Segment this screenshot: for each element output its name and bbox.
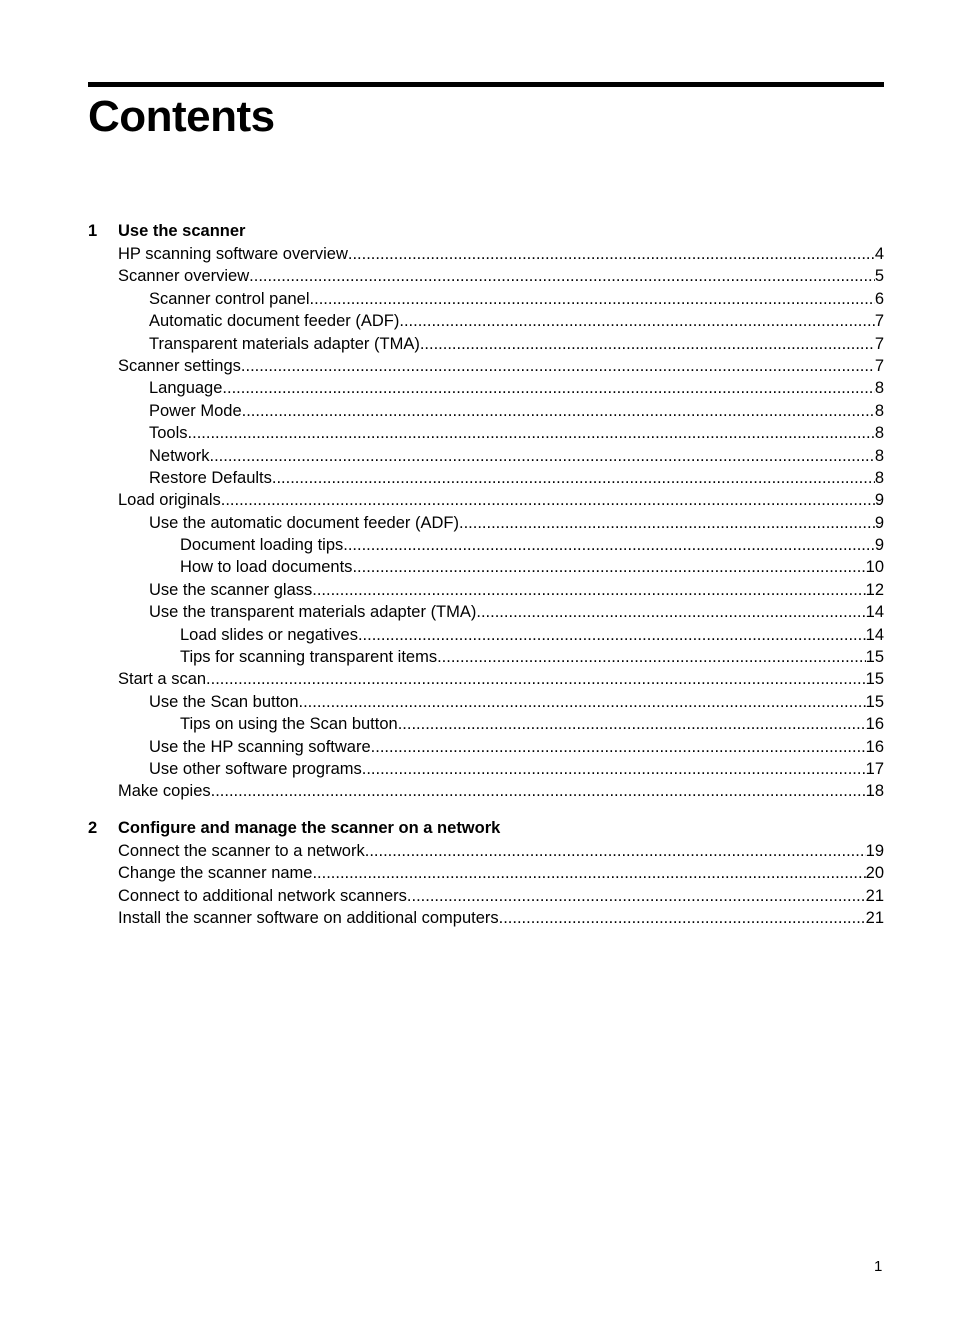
toc-entry[interactable] bbox=[88, 624, 884, 646]
toc-entry-page: 15 bbox=[865, 648, 884, 667]
toc-entry-page: 8 bbox=[874, 424, 884, 443]
toc-entry-page: 8 bbox=[874, 401, 884, 420]
dot-leader bbox=[352, 556, 865, 578]
toc-entry-page: 15 bbox=[865, 692, 884, 711]
toc-entry[interactable] bbox=[88, 840, 884, 862]
toc-entry[interactable] bbox=[88, 288, 884, 310]
toc-entry-title: Scanner settings bbox=[118, 356, 241, 375]
toc-entry-title: Change the scanner name bbox=[118, 864, 313, 883]
dot-leader bbox=[249, 265, 875, 287]
toc-entry-page: 12 bbox=[865, 580, 884, 599]
dot-leader bbox=[371, 736, 866, 758]
toc-entry-page: 15 bbox=[865, 670, 884, 689]
dot-leader bbox=[242, 400, 875, 422]
dot-leader bbox=[399, 310, 874, 332]
toc-entry[interactable] bbox=[88, 862, 884, 884]
toc-entry-page: 19 bbox=[865, 841, 884, 860]
toc-entry-page: 8 bbox=[874, 379, 884, 398]
title-rule bbox=[88, 82, 884, 87]
dot-leader bbox=[312, 862, 865, 884]
toc-entry[interactable] bbox=[88, 310, 884, 332]
toc-entry-page: 9 bbox=[874, 491, 884, 510]
toc-entry-title: Language bbox=[149, 379, 223, 398]
dot-leader bbox=[348, 243, 875, 265]
toc-entry-page: 7 bbox=[874, 356, 884, 375]
toc-entry[interactable] bbox=[88, 445, 884, 467]
toc-entry-title: HP scanning software overview bbox=[118, 245, 348, 263]
toc-entry-page: 16 bbox=[865, 715, 884, 734]
dot-leader bbox=[362, 758, 866, 780]
toc-entry-title: Scanner overview bbox=[118, 267, 250, 286]
dot-leader bbox=[407, 885, 866, 907]
toc-entry-page: 8 bbox=[874, 468, 884, 487]
chapter-title: Use the scanner bbox=[118, 222, 246, 240]
toc-entry-page: 14 bbox=[865, 625, 884, 644]
dot-leader bbox=[210, 445, 875, 467]
toc-entry[interactable] bbox=[88, 355, 884, 377]
toc-entry-page: 21 bbox=[865, 886, 884, 905]
toc-entry[interactable] bbox=[88, 691, 884, 713]
chapter-heading[interactable] bbox=[88, 817, 884, 840]
dot-leader bbox=[310, 288, 875, 310]
dot-leader bbox=[188, 422, 875, 444]
toc-entry-title: Start a scan bbox=[118, 670, 207, 689]
toc-entry-title: Power Mode bbox=[149, 401, 242, 420]
chapter-heading[interactable] bbox=[88, 220, 884, 243]
dot-leader bbox=[272, 467, 875, 489]
toc-entry-title: Load originals bbox=[118, 491, 221, 510]
toc-entry[interactable] bbox=[88, 758, 884, 780]
dot-leader bbox=[241, 355, 875, 377]
toc-entry-title: Automatic document feeder (ADF) bbox=[149, 312, 400, 331]
page-title: Contents bbox=[88, 92, 275, 141]
toc-entry[interactable] bbox=[88, 534, 884, 556]
toc-entry[interactable] bbox=[88, 885, 884, 907]
toc-entry[interactable] bbox=[88, 713, 884, 735]
dot-leader bbox=[222, 377, 874, 399]
toc-entry[interactable] bbox=[88, 579, 884, 601]
dot-leader bbox=[365, 840, 866, 862]
chapter-number: 1 bbox=[88, 222, 98, 240]
toc-entry[interactable] bbox=[88, 243, 884, 265]
toc-entry[interactable] bbox=[88, 422, 884, 444]
toc-entry-title: Restore Defaults bbox=[149, 468, 272, 487]
toc-entry-page: 10 bbox=[865, 558, 884, 577]
dot-leader bbox=[211, 780, 866, 802]
toc-entry-page: 17 bbox=[865, 759, 884, 778]
toc-entry-page: 5 bbox=[874, 267, 884, 286]
dot-leader bbox=[499, 907, 866, 929]
toc-entry-title: Network bbox=[149, 446, 210, 465]
toc-entry[interactable] bbox=[88, 601, 884, 623]
dot-leader bbox=[358, 624, 866, 646]
toc-entry[interactable] bbox=[88, 489, 884, 511]
page-number: 1 bbox=[874, 1258, 883, 1275]
dot-leader bbox=[398, 713, 866, 735]
toc-entry-title: Make copies bbox=[118, 782, 211, 801]
dot-leader bbox=[312, 579, 865, 601]
toc-entry-page: 4 bbox=[874, 245, 884, 263]
toc-entry-page: 20 bbox=[865, 864, 884, 883]
toc-entry-title: Tips for scanning transparent items bbox=[180, 648, 438, 667]
toc-entry-title: Document loading tips bbox=[180, 536, 344, 555]
toc-entry[interactable] bbox=[88, 780, 884, 802]
toc-entry-title: Connect the scanner to a network bbox=[118, 841, 365, 860]
toc-entry[interactable] bbox=[88, 556, 884, 578]
toc-entry[interactable] bbox=[88, 265, 884, 287]
toc-entry-title: Tools bbox=[149, 424, 188, 443]
toc-entry-title: Use the HP scanning software bbox=[149, 737, 371, 756]
toc-entry[interactable] bbox=[88, 646, 884, 668]
toc-entry[interactable] bbox=[88, 400, 884, 422]
toc-entry-page: 9 bbox=[874, 536, 884, 555]
toc-entry-title: Use the scanner glass bbox=[149, 580, 313, 599]
toc-entry-title: Transparent materials adapter (TMA) bbox=[149, 334, 420, 353]
toc-entry-title: Use the Scan button bbox=[149, 692, 299, 711]
toc-entry-page: 14 bbox=[865, 603, 884, 622]
toc-entry-title: Use the transparent materials adapter (TMA) bbox=[149, 603, 477, 622]
chapter-number: 2 bbox=[88, 818, 98, 837]
toc-entry-page: 7 bbox=[874, 334, 884, 353]
toc-entry[interactable] bbox=[88, 736, 884, 758]
toc-entry-title: Scanner control panel bbox=[149, 289, 310, 308]
toc-entry[interactable] bbox=[88, 377, 884, 399]
toc-entry[interactable] bbox=[88, 668, 884, 690]
toc-entry-title: Load slides or negatives bbox=[180, 625, 358, 644]
table-of-contents bbox=[88, 220, 884, 929]
dot-leader bbox=[221, 489, 875, 511]
toc-entry[interactable] bbox=[88, 907, 884, 929]
chapter-gap bbox=[88, 803, 884, 817]
chapter-title: Configure and manage the scanner on a network bbox=[118, 818, 501, 837]
dot-leader bbox=[299, 691, 866, 713]
toc-entry-title: Connect to additional network scanners bbox=[118, 886, 407, 905]
dot-leader bbox=[459, 512, 875, 534]
toc-entry-page: 21 bbox=[865, 908, 884, 927]
dot-leader bbox=[476, 601, 865, 623]
dot-leader bbox=[206, 668, 866, 690]
toc-entry-page: 7 bbox=[874, 312, 884, 331]
toc-entry-page: 16 bbox=[865, 737, 884, 756]
toc-entry-page: 8 bbox=[874, 446, 884, 465]
toc-entry[interactable] bbox=[88, 333, 884, 355]
dot-leader bbox=[343, 534, 875, 556]
toc-entry-page: 6 bbox=[874, 289, 884, 308]
toc-entry-title: Install the scanner software on additional computers bbox=[118, 908, 499, 927]
toc-entry-title: Tips on using the Scan button bbox=[180, 715, 398, 734]
dot-leader bbox=[437, 646, 866, 668]
dot-leader bbox=[420, 333, 875, 355]
toc-entry[interactable] bbox=[88, 512, 884, 534]
toc-entry-title: Use other software programs bbox=[149, 759, 362, 778]
toc-entry[interactable] bbox=[88, 467, 884, 489]
toc-entry-title: Use the automatic document feeder (ADF) bbox=[149, 513, 459, 532]
toc-entry-title: How to load documents bbox=[180, 558, 353, 577]
toc-entry-page: 18 bbox=[865, 782, 884, 801]
toc-entry-page: 9 bbox=[874, 513, 884, 532]
